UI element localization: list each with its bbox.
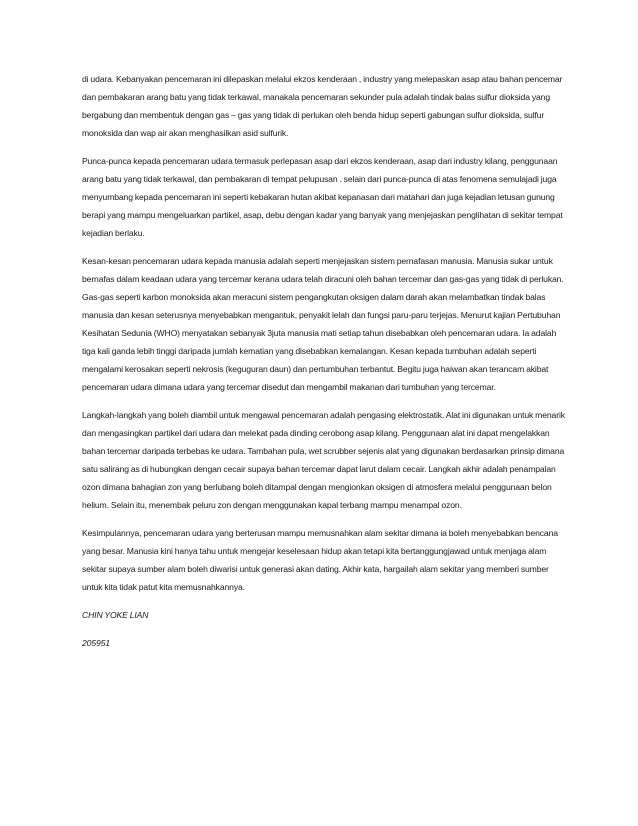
document-body (82, 70, 568, 662)
author-id-number: 205951 (82, 638, 110, 648)
paragraph-effects: Kesan-kesan pencemaran udara kepada manusia adalah seperti menjejaskan sistem pernafasan manusia. Manusia sukar untuk bernafas dalam keadaan udara yang tercemar kerana udara telah diracuni oleh bahan tercemar dan gas-gas yang tidak di perlukan. Gas-gas seperti karbon monoksida akan meracuni sistem pengangkutan oksigen dalam darah akan melambatkan tindak balas manusia dan kesan seterusnya menyebabkan mengantuk, penyakit lelah dan fungsi paru-paru terjejas. Menurut kajian Pertubuhan Kesihatan Sedunia (WHO) menyatakan sebanyak 3juta manusia mati setiap tahun disebabkan oleh pencemaran udara. Ia adalah tiga kali ganda lebih tinggi daripada jumlah kematian yang disebabkan kemalangan. Kesan kepada tumbuhan adalah seperti mengalami kerosakan seperti nekrosis (keguguran daun) dan pertumbuhan terbantut. Begitu juga haiwan akan terancam akibat pencemaran udara dimana udara yang tercemar disedut dan mengambil makanan dari tumbuhan yang tercemar. (82, 256, 564, 392)
paragraph-conclusion: Kesimpulannya, pencemaran udara yang berterusan mampu memusnahkan alam sekitar dimana ia boleh menyebabkan bencana yang besar. Manusia kini hanya tahu untuk mengejar kesele​saan hidup akan tetapi kita bertanggungjawad untuk menjaga alam sekitar supaya sumber alam boleh diwarisi untuk generasi akan dating. Akhir kata, hargailah alam sekitar yang memberi sumber untuk kita tidak patut kita memusnahkannya. (82, 528, 558, 592)
author-name: CHIN YOKE LIAN (82, 610, 149, 620)
paragraph-measures: Langkah-langkah yang boleh diambil untuk mengawal pencemaran adalah pengasing elektrostatik. Alat ini digunakan untuk menarik dan mengasingkan partikel dari udara dan melekat pada dinding cerobong asap kilang. Penggunaan alat ini dapat mengelakkan bahan tercemar daripada terbebas ke udara. Tambahan pula, wet scrubber sejenis alat yang digunakan berdasarkan prinsip dimana satu salirang as di hubungkan dengan cecair supaya bahan tercemar dapat larut dalam cecair. Langkah akhir adalah penampalan ozon dimana bahagian zon yang berlubang boleh ditampal dengan mengionkan oksigen di atmosfera melalui penggunaan belon helium. Selain itu, menembak peluru zon dengan menggunakan kapal terbang mampu menampal ozon. (82, 410, 565, 510)
paragraph-intro: di udara. Kebanyakan pencemaran ini dilepaskan melalui ekzos kenderaan , industry yang melepaskan asap atau bahan pencemar dan pembakaran arang batu yang tidak terkawal, manakala pencemaran sekunder pula adalah tindak balas sulfur dioksida yang bergabung dan membentuk dengan gas – gas yang tidak di perlukan oleh benda hidup seperti gabungan sulfur dioksida, sulfur monoksida dan wap air akan menghasilkan asid sulfurik. (82, 74, 563, 138)
paragraph-causes: Punca-punca kepada pencemaran udara termasuk perlepasan asap dari ekzos kenderaan, asap dari industry kilang, penggunaan arang batu yang tidak terkawal, dan pembakaran di tempat pelupusan . selain dari punca-punca di atas fenomena semulajadi juga menyumbang kepada pencemaran ini seperti kebakaran hutan akibat kepanasan dari matahari dan juga kejadian letusan gunung berapi yang mampu mengeluarkan partikel, asap, debu dengan kadar yang banyak yang menjejaskan penglihatan di sekitar tempat kejadian berlaku. (82, 156, 563, 238)
